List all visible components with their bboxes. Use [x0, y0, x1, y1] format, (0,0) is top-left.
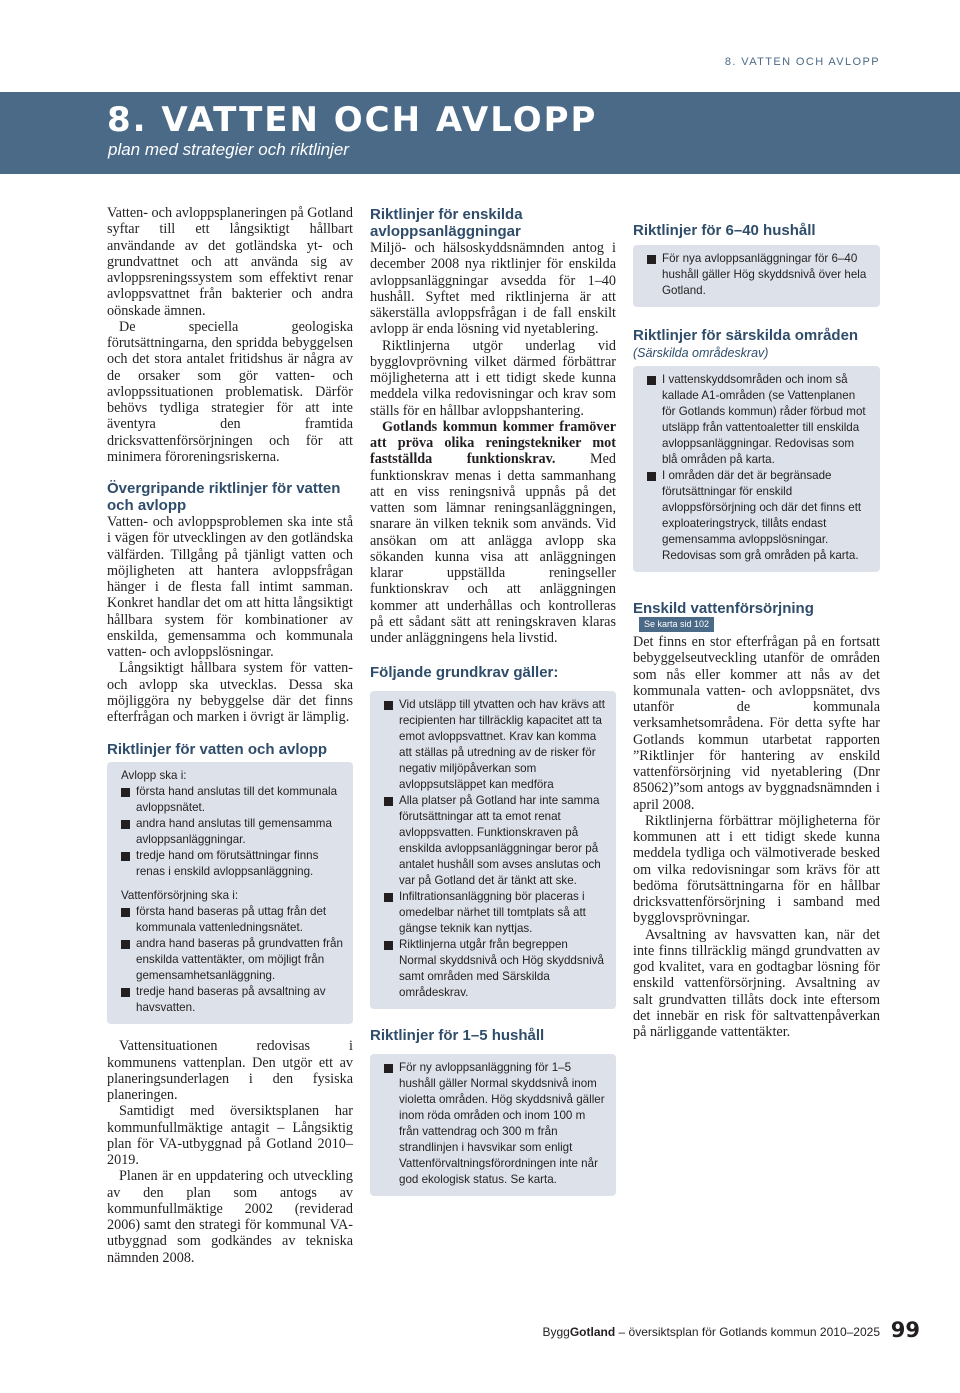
list-item: Alla platser på Gotland har inte samma förutsättningar att ta emot renat avloppsvatten. Funktionskraven på enskilda avloppsanläggningar beror på antalet hushåll som avses anslutas och var på Gotland det är tänkt att ske.	[384, 793, 606, 889]
grundkrav-box	[370, 691, 616, 1009]
list-item: För ny avloppsanläggning för 1–5 hushåll gäller Normal skyddsnivå inom violetta områden. Hög skyddsnivå gäller inom röda områden och inom 100 m från vattendrag och 300 m från strandlinjen i havsvikar som enligt Vattenförvaltningsförordningen inte når god ekologisk status. Se karta.	[384, 1060, 606, 1188]
heading-text: Enskild vattenförsörjning	[633, 600, 814, 617]
list-item: Riktlinjerna utgår från begreppen Normal skyddsnivå och Hög skyddsnivå samt områden med Särskilda områdeskrav.	[384, 937, 606, 1001]
paragraph: Vatten- och avloppsproblemen ska inte stå i vägen för utvecklingen av den gotländska välfärden. Tillgång på tjänligt vatten och möjligheten att hantera avloppsfrågan hänger i de flesta fall intimt samman. Konkret handlar det om att hitta långsiktigt hållbara system för kombinationer av enskilda, gemensamma och kommunala vatten- och avloppslösningar.	[107, 514, 353, 660]
list-item: I områden där det är begränsade förutsättningar för enskild avloppsförsörjning och där det finns ett exploateringstryck, tillåts endast gemensamma avloppslösningar. Redovisas som grå områden på karta.	[647, 468, 870, 564]
paragraph: Långsiktigt hållbara system för vatten- och avlopp ska utvecklas. Dessa ska möjliggöra ny bebyggelse där det finns efterfrågan och marken i övrigt är lämplig.	[107, 660, 353, 725]
list-item: tredje hand baseras på avsaltning av havsvatten.	[121, 984, 343, 1016]
heading-1-5-hushall: Riktlinjer för 1–5 hushåll	[370, 1027, 545, 1045]
list-item: andra hand baseras på grundvatten från enskilda vattentäkter, om möjligt från gemensamhetsanläggning.	[121, 936, 343, 984]
list-item: första hand anslutas till det kommunala avloppsnätet.	[121, 784, 343, 816]
heading-6-40-hushall: Riktlinjer för 6–40 hushåll	[633, 222, 816, 239]
note-sarskilda: (Särskilda områdeskrav)	[633, 346, 769, 360]
brand-bygg: Bygg	[542, 1325, 570, 1339]
avlopp-list	[121, 784, 343, 880]
see-map-link[interactable]: Se karta sid 102	[639, 617, 714, 632]
paragraph	[370, 419, 616, 647]
vatten-label: Vattenförsörjning ska i:	[121, 889, 239, 903]
paragraph: Riktlinjerna utgör underlag vid bygglovprövning vilket därmed förbättrar möjligheterna att i ett tidigt skede kunna meddela vilka redovisningar och krav som ställs för en hållbar avloppshantering.	[370, 337, 616, 419]
heading-enskild-vattenforsorjning	[633, 600, 880, 634]
paragraph: Det finns en stor efterfrågan på en fortsatt bebyggelseutveckling utanför de områden som nås eller kommer att nås av det kommunala vatten- och avloppsnätet, dvs utanför de kommunala verksamhetsområdena. För detta syfte har Gotlands kommun utarbetat rapporten ”Riktlinjer för hantering av enskild vattenförsörjning vid nyetablering (Dnr 85062)”som antogs av byggnadsnämnden i april 2008.	[633, 634, 880, 813]
footer-text: – översiktsplan för Gotlands kommun 2010–2025	[615, 1325, 880, 1339]
page-number: 99	[890, 1318, 920, 1342]
bold-lead: Gotlands kommun kommer framöver att pröva olika reningstekniker mot fastställda funktionskrav.	[370, 418, 616, 468]
paragraph: Miljö- och hälsoskyddsnämnden antog i december 2008 nya riktlinjer för enskilda avloppsanläggningar avsedda för 1–40 hushåll. Syftet med riktlinjerna är att säkerställa avloppsfrågan i de fall enskilt avlopp är enda lösning vid nyetablering.	[370, 240, 616, 338]
guideline-box-1-5	[370, 1054, 616, 1196]
paragraph-rest: Med funktionskrav menas i detta sammanhang att en viss reningsnivå uppnås på det vatten som lämnar reningsanläggningen, snarare än vilken teknik som används. Vid ansökan om att anlägga avlopp ska sökanden kunna visa att anläggningen klarar uppställda reningseller funktionskrav och att anläggningen kommer att underhållas och kontrolleras på ett sådant sätt att reningskraven klaras under anläggningens hela livstid.	[370, 451, 616, 646]
guideline-box	[107, 762, 353, 1024]
paragraph: De speciella geologiska förutsättningarna, den spridda bebyggelsen och det stora antalet fritidshus är några av de orsaker som gör vatten- och avloppssituationen problematisk. Därför behövs tydliga strategier för att inte äventyra den framtida dricksvattenförsörjningen och för att minimera föroreningsriskerna.	[107, 318, 353, 465]
paragraph: Riktlinjerna förbättrar möjligheterna för kommunen att i ett tidigt skede kunna meddela tydliga och välmotiverade besked om vilka redovisningar som krävs för att bedöma förutsättningarna för en hållbar dricksvattenförsörjning i samband med bygglovsprövningar.	[633, 812, 880, 927]
avlopp-label: Avlopp ska i:	[121, 769, 187, 783]
heading-sarskilda-omraden: Riktlinjer för särskilda områden	[633, 327, 859, 344]
grundkrav-list	[384, 697, 606, 1001]
list-item: I vattenskyddsområden och inom så kallade A1-områden (se Vattenplanen för Gotlands kommun) råder förbud mot utsläpp från vattentoaletter till enskilda avloppsanläggningar. Redovisas som blå områden på karta.	[647, 372, 870, 468]
column-3	[633, 222, 880, 1040]
list-item: Infiltrationsanläggning bör placeras i omedelbar närhet till tomtplats så att gängse teknik kan nyttjas.	[384, 889, 606, 937]
column-2	[370, 206, 616, 1196]
list-item: andra hand anslutas till gemensamma avloppsanläggningar.	[121, 816, 343, 848]
heading-enskilda-avlopp: Riktlinjer för enskilda avloppsanläggningar	[370, 206, 523, 240]
heading-riktlinjer-vatten-avlopp: Riktlinjer för vatten och avlopp	[107, 741, 328, 759]
guideline-box-sarskilda	[633, 366, 880, 572]
guideline-box-6-40	[633, 245, 880, 307]
chapter-banner	[0, 92, 960, 174]
list-item: Vid utsläpp till ytvatten och hav krävs att recipienten har tillräcklig kapacitet att ta emot avloppsvattnet. Krav kan komma att ställas på utredning av de risker för negativ miljöpåverkan som avloppsutsläppet kan medföra	[384, 697, 606, 793]
chapter-title: 8. VATTEN OCH AVLOPP	[107, 100, 598, 140]
list-1-5	[384, 1060, 606, 1188]
paragraph: Vatten- och avloppsplaneringen på Gotland syftar till ett långsiktigt hållbart användande av det gotländska yt- och grundvattnet och att använda sig av avloppsreningssystem som effektivt renar avloppsvattnet från bakterier och andra oönskade ämnen.	[107, 205, 353, 319]
paragraph: Vattensituationen redovisas i kommunens vattenplan. Den utgör ett av planeringsunderlagen i den fysiska planeringen.	[107, 1038, 353, 1103]
list-item: första hand baseras på uttag från det kommunala vattenledningsnätet.	[121, 904, 343, 936]
paragraph: Avsaltning av havsvatten kan, när det inte finns tillräcklig mängd grundvatten av god kvalitet, vara en godtagbar lösning för enskild vattenförsörjning. Avsaltning av salt grundvatten tillåts dock inte eftersom det innebär en risk för saltvattenpåverkan på närliggande vattentäkter.	[633, 926, 880, 1040]
list-item: tredje hand om förutsättningar finns renas i enskild avloppsanläggning.	[121, 848, 343, 880]
list-6-40	[647, 251, 870, 299]
heading-overgripande: Övergripande riktlinjer för vatten och avlopp	[107, 480, 341, 514]
list-item: För nya avloppsanläggningar för 6–40 hushåll gäller Hög skyddsnivå över hela Gotland.	[647, 251, 870, 299]
vatten-list	[121, 904, 343, 1016]
list-sarskilda	[647, 372, 870, 564]
brand-gotland: Gotland	[569, 1325, 616, 1339]
heading-grundkrav: Följande grundkrav gäller:	[370, 664, 559, 682]
column-1	[107, 205, 353, 1266]
footer	[542, 1325, 880, 1339]
paragraph: Samtidigt med översiktsplanen har kommunfullmäktige antagit – Långsiktig plan för VA-utbyggnad på Gotland 2010–2019.	[107, 1103, 353, 1168]
chapter-subtitle: plan med strategier och riktlinjer	[108, 140, 349, 159]
paragraph: Planen är en uppdatering och utveckling av den plan som antogs av kommunfullmäktige 2002 (reviderad 2006) samt den strategi för kommunal VA-utbyggnad som godkändes av tekniska nämnden 2008.	[107, 1168, 353, 1266]
running-head: 8. VATTEN OCH AVLOPP	[724, 56, 880, 68]
